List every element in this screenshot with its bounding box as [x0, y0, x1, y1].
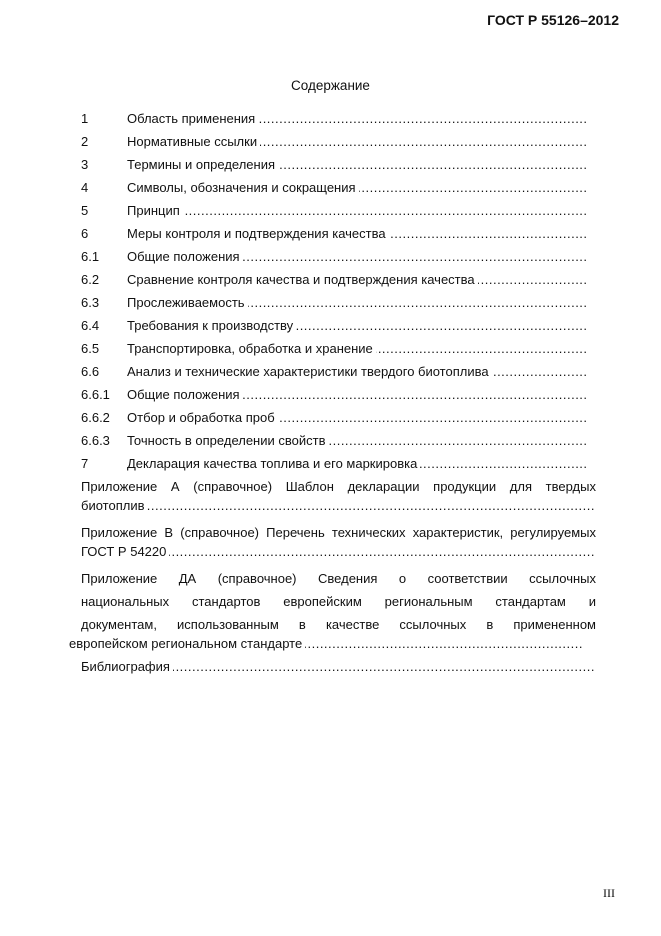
toc-entry-title: Нормативные ссылки	[127, 134, 260, 149]
toc-entry-title: Отбор и обработка проб	[127, 410, 278, 425]
toc-entry	[81, 406, 596, 429]
bibliography-entry: Библиография .....	[81, 659, 596, 682]
toc-entry-title: Транспортировка, обработка и хранение	[127, 341, 376, 356]
toc-entry-title: Принцип	[127, 203, 183, 218]
toc-entry	[81, 429, 596, 452]
toc-entry	[81, 337, 596, 360]
toc-entry-title: Прослеживаемость	[127, 295, 248, 310]
toc-entry-number: 6.6.3	[81, 433, 110, 448]
toc-entry-title: Меры контроля и подтверждения качества	[127, 226, 389, 241]
toc-entry-number: 6.6.2	[81, 410, 110, 425]
appendix-a-line: Приложение А (справочное) Шаблон декларации продукции для твердых	[81, 479, 596, 494]
appendix-b	[81, 521, 596, 567]
toc-entry	[81, 130, 596, 153]
toc-entry-number: 1	[81, 111, 89, 126]
toc-entry-number: 2	[81, 134, 89, 149]
toc-entry	[81, 383, 596, 406]
toc-entry-number: 4	[81, 180, 89, 195]
toc-entry-number: 6.1	[81, 249, 100, 264]
toc-entry	[81, 153, 596, 176]
toc-entry	[81, 291, 596, 314]
appendix-b-line: Приложение В (справочное) Перечень технических характеристик, регулируемых	[81, 525, 596, 540]
toc-entry-number: 6.6.1	[81, 387, 110, 402]
toc-entry	[81, 222, 596, 245]
toc-title: Содержание	[291, 78, 370, 93]
toc-entry-title: Декларация качества топлива и его маркировка	[127, 456, 420, 471]
toc-entry	[81, 199, 596, 222]
toc-entry	[81, 314, 596, 337]
toc-entry-title: Символы, обозначения и сокращения	[127, 180, 359, 195]
toc-entry-title: Сравнение контроля качества и подтверждения качества	[127, 272, 478, 287]
toc-entry-title: Анализ и технические характеристики твердого биотоплива	[127, 364, 492, 379]
appendix-da-line: Приложение ДА (справочное) Сведения о соответствии ссылочных	[81, 571, 596, 586]
document-code: ГОСТ Р 55126–2012	[487, 12, 619, 28]
toc-entry	[81, 176, 596, 199]
toc-entry-title: Требования к производству	[127, 318, 296, 333]
toc-entry-number: 6.3	[81, 295, 100, 310]
toc-entry-title: Точность в определении свойств	[127, 433, 328, 448]
appendix-da-line: европейском региональном стандарте .....	[69, 636, 584, 659]
toc-entry-number: 6.5	[81, 341, 100, 356]
toc-entry	[81, 452, 596, 475]
toc-entry-number: 5	[81, 203, 89, 218]
appendix-da	[69, 567, 596, 659]
toc-entry-title: Общие положения	[127, 387, 243, 402]
appendix-da-line: национальных стандартов европейским региональным стандартам и	[81, 594, 596, 609]
toc-entry-number: 3	[81, 157, 89, 172]
toc-entry-number: 6.6	[81, 364, 100, 379]
toc-entry	[81, 268, 596, 291]
appendix-a	[81, 475, 596, 521]
table-of-contents	[69, 107, 596, 682]
toc-entry	[81, 245, 596, 268]
toc-entry-title: Термины и определения	[127, 157, 278, 172]
toc-entry	[81, 360, 596, 383]
toc-entry-number: 7	[81, 456, 89, 471]
toc-entry-number: 6.2	[81, 272, 100, 287]
toc-entry-number: 6.4	[81, 318, 100, 333]
page-number: III	[603, 886, 615, 900]
toc-entry-number: 6	[81, 226, 89, 241]
appendix-a-line: биотоплив .....	[81, 498, 596, 521]
toc-entry-title: Общие положения	[127, 249, 243, 264]
toc-entry-title: Область применения	[127, 111, 258, 126]
appendix-da-line: документам, использованным в качестве ссылочных в примененном	[81, 617, 596, 632]
toc-entry	[81, 107, 596, 130]
appendix-b-line: ГОСТ Р 54220 .....	[81, 544, 596, 567]
